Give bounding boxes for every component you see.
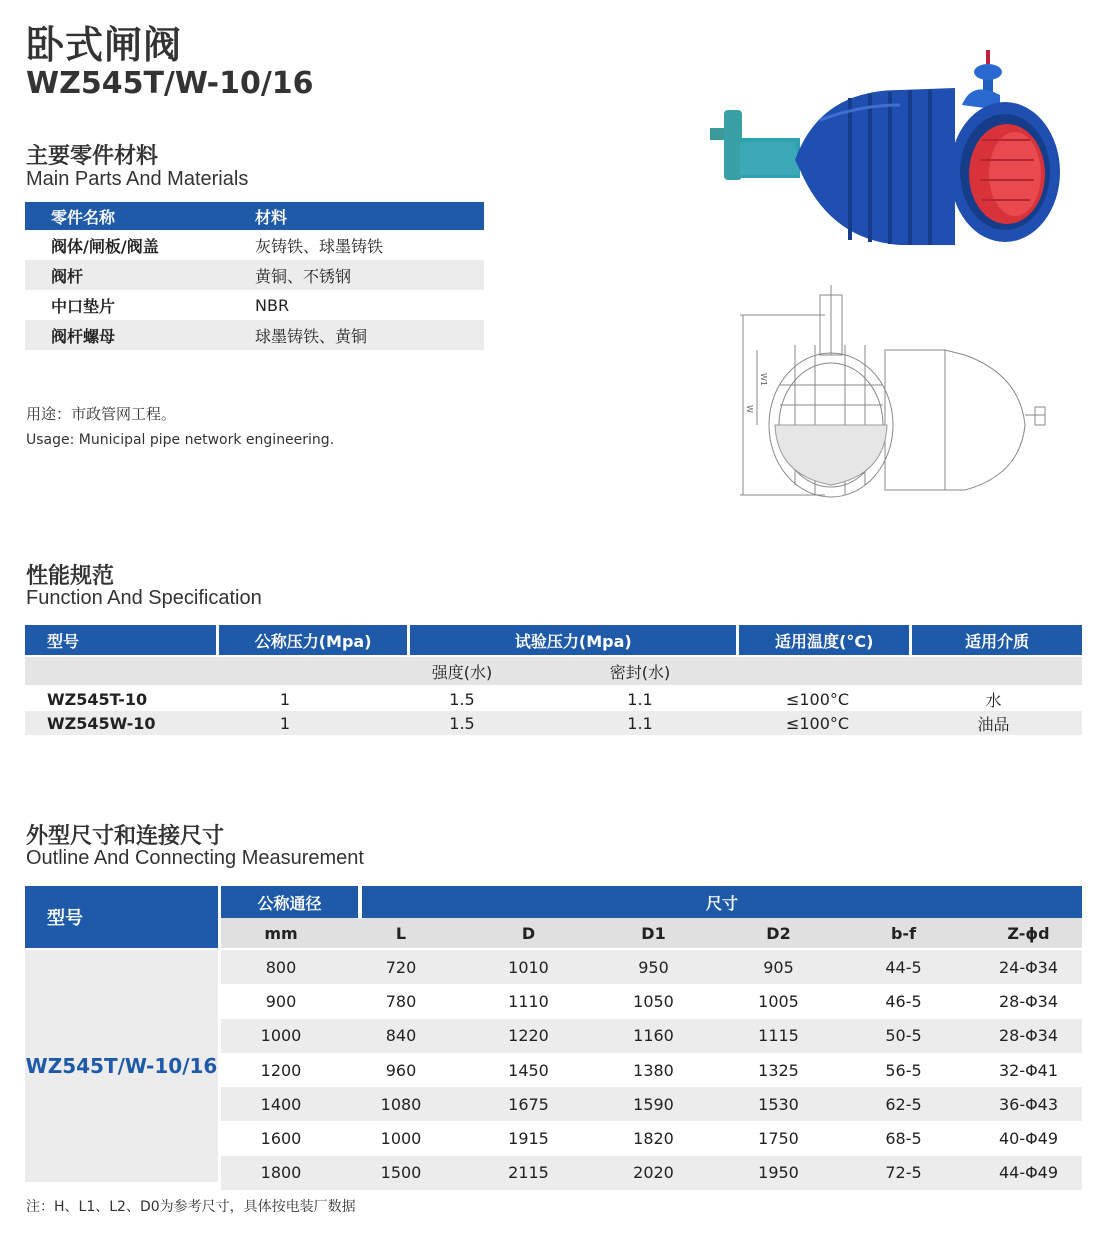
outline-dn: 1400: [260, 1094, 302, 1114]
outline-header-row: [25, 886, 1082, 918]
spec-sub-seal: 密封(水): [609, 662, 671, 682]
spec-seal: 1.1: [627, 713, 653, 733]
outline-l: 780: [385, 991, 417, 1011]
outline-dn: 800: [265, 957, 297, 977]
spec-model: WZ545W-10: [47, 713, 156, 733]
spec-col-temp: 适用温度(°C): [739, 625, 909, 655]
outline-zd: 40-Φ49: [998, 1129, 1059, 1149]
valve-photo: [700, 50, 1070, 250]
table-row: [25, 687, 1082, 711]
spec-nominal: 1: [279, 713, 291, 733]
table-row: [221, 1087, 1082, 1121]
outline-d2: 1750: [758, 1129, 799, 1149]
spec-col-model: 型号: [25, 625, 216, 655]
outline-dn: 1000: [260, 1026, 302, 1046]
outline-rows: [221, 950, 1082, 1190]
part-name: 阀体/闸板/阀盖: [51, 236, 159, 256]
outline-d1: 1590: [633, 1094, 674, 1114]
outline-l: 840: [385, 1026, 417, 1046]
outline-dn: 1200: [260, 1060, 302, 1080]
part-material: 黄铜、不锈钢: [253, 260, 484, 290]
outline-zd: 28-Φ34: [998, 991, 1059, 1011]
outline-model-value: WZ545T/W-10/16: [25, 950, 218, 1182]
table-row: [221, 950, 1082, 984]
outline-d1: 1160: [633, 1026, 674, 1046]
spec-strength: 1.5: [449, 713, 475, 733]
table-row: [25, 260, 484, 290]
table-row: [25, 290, 484, 320]
outline-zd: 44-Φ49: [998, 1163, 1059, 1183]
outline-d2: 1530: [758, 1094, 799, 1114]
outline-title-cn: 外型尺寸和连接尺寸: [26, 824, 225, 849]
materials-header-row: [25, 202, 484, 230]
outline-col-l: L: [395, 923, 407, 943]
outline-col-d2: D2: [766, 923, 791, 943]
part-name: 中口垫片: [51, 296, 116, 316]
materials-col-material: 材料: [253, 202, 484, 230]
spec-strength: 1.5: [449, 689, 475, 709]
drawing-w-label: W: [745, 405, 754, 413]
outline-d2: 1115: [758, 1026, 799, 1046]
spec-title-cn: 性能规范: [26, 564, 115, 589]
outline-l: 1500: [380, 1163, 422, 1183]
outline-zd: 24-Φ34: [998, 957, 1059, 977]
table-row: [25, 320, 484, 350]
outline-col-mm: mm: [264, 923, 298, 943]
outline-d1: 2020: [633, 1163, 674, 1183]
materials-title-cn: 主要零件材料: [26, 144, 159, 169]
table-row: [221, 1121, 1082, 1155]
spec-table: [25, 625, 1082, 735]
materials-col-part: 零件名称: [25, 202, 253, 230]
usage-cn: 用途：市政管网工程。: [26, 405, 177, 423]
outline-d: 1010: [508, 957, 549, 977]
outline-bf: 62-5: [885, 1094, 922, 1114]
spec-temp: ≤100°C: [785, 689, 850, 709]
outline-d: 1220: [508, 1026, 549, 1046]
outline-col-d: D: [521, 923, 536, 943]
materials-title-en: Main Parts And Materials: [26, 168, 249, 190]
spec-model: WZ545T-10: [47, 689, 148, 709]
outline-d2: 1950: [758, 1163, 799, 1183]
outline-d: 2115: [508, 1163, 549, 1183]
outline-bf: 44-5: [885, 957, 922, 977]
outline-dn: 900: [265, 991, 297, 1011]
spec-sub-strength: 强度(水): [431, 662, 493, 682]
part-name: 阀杆螺母: [25, 320, 253, 350]
spec-header-row: [25, 625, 1082, 655]
outline-d: 1450: [508, 1060, 549, 1080]
table-row: [221, 1019, 1082, 1053]
usage-en: Usage: Municipal pipe network engineering.: [26, 432, 335, 448]
materials-table: [25, 202, 484, 350]
outline-d2: 1325: [758, 1060, 799, 1080]
outline-d: 1675: [508, 1094, 549, 1114]
outline-bf: 72-5: [885, 1163, 922, 1183]
spec-temp: ≤100°C: [785, 713, 850, 733]
outline-l: 960: [385, 1060, 417, 1080]
outline-bf: 50-5: [885, 1026, 922, 1046]
outline-d1: 950: [638, 957, 669, 977]
valve-drawing: [735, 285, 1065, 510]
table-row: [25, 230, 484, 260]
outline-l: 720: [385, 957, 417, 977]
model-title: WZ545T/W-10/16: [26, 66, 314, 101]
outline-zd: 36-Φ43: [998, 1094, 1059, 1114]
outline-col-bf: b-f: [890, 923, 917, 943]
outline-l: 1000: [380, 1129, 422, 1149]
outline-col-size: 尺寸: [362, 886, 1082, 918]
part-material: 灰铸铁、球墨铸铁: [255, 236, 384, 256]
spec-medium: 油品: [977, 714, 1010, 734]
page-title: 卧式闸阀: [26, 23, 183, 67]
table-row: [25, 711, 1082, 735]
outline-d2: 1005: [758, 991, 799, 1011]
outline-col-d1: D1: [641, 923, 666, 943]
outline-bf: 46-5: [885, 991, 922, 1011]
outline-zd: 32-Φ41: [998, 1060, 1059, 1080]
outline-subheader-row: [221, 918, 1082, 948]
outline-zd: 28-Φ34: [998, 1026, 1059, 1046]
spec-col-medium: 适用介质: [912, 625, 1082, 655]
spec-seal: 1.1: [627, 689, 653, 709]
outline-bf: 56-5: [885, 1060, 922, 1080]
outline-dn: 1800: [260, 1163, 302, 1183]
table-row: [221, 1156, 1082, 1190]
drawing-w1-label: W1: [759, 373, 768, 386]
table-row: [221, 1053, 1082, 1087]
spec-nominal: 1: [279, 689, 291, 709]
part-material: NBR: [255, 295, 290, 315]
outline-bf: 68-5: [885, 1129, 922, 1149]
spec-title-en: Function And Specification: [26, 587, 262, 609]
footnote: 注：H、L1、L2、D0为参考尺寸，具体按电装厂数据: [26, 1199, 356, 1215]
outline-dn: 1600: [260, 1129, 302, 1149]
outline-col-dn: 公称通径: [221, 886, 358, 918]
outline-col-zd: Z-ϕd: [1007, 923, 1050, 943]
outline-d1: 1050: [633, 991, 674, 1011]
spec-col-nominal: 公称压力(Mpa): [219, 625, 408, 655]
outline-l: 1080: [380, 1094, 422, 1114]
outline-col-model: 型号: [25, 886, 218, 948]
spec-subheader-row: [25, 657, 1082, 685]
spec-col-test: 试验压力(Mpa): [410, 625, 736, 655]
outline-d: 1110: [508, 991, 549, 1011]
table-row: [221, 984, 1082, 1018]
part-material: 球墨铸铁、黄铜: [253, 320, 484, 350]
outline-d2: 905: [763, 957, 794, 977]
outline-d1: 1820: [633, 1129, 674, 1149]
outline-d: 1915: [508, 1129, 549, 1149]
outline-title-en: Outline And Connecting Measurement: [26, 847, 364, 869]
part-name: 阀杆: [25, 260, 253, 290]
outline-d1: 1380: [633, 1060, 674, 1080]
spec-medium: 水: [985, 690, 1002, 710]
outline-table: [25, 886, 1082, 1183]
